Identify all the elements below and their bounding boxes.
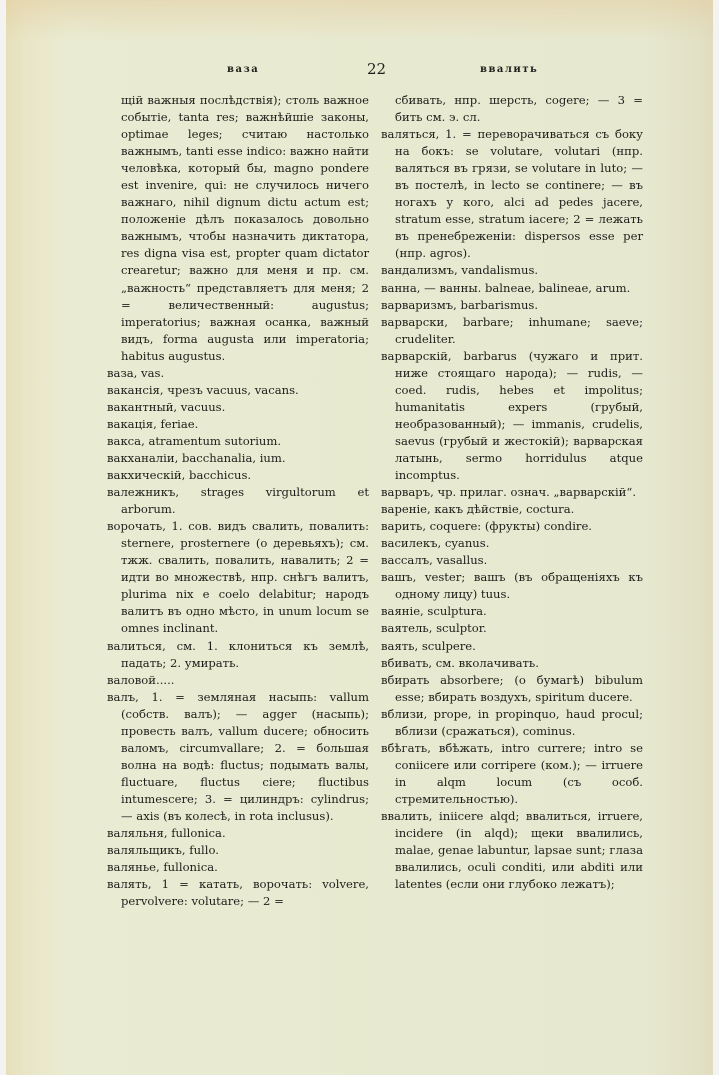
dictionary-entry: варварскій, barbarus (чужаго и прит. ниже стоящаго народа); — rudis, — coed. rudis, hebes et impolitus; humanitatis expers (грубый, необразованный); — immanis, crudelis, saevus (грубый и жестокій); варварская латынь, sermo horridulus atque incomptus. (381, 348, 643, 483)
dictionary-entry: вакація, feriae. (107, 416, 199, 431)
running-head-right: ввалить (480, 64, 539, 75)
dictionary-entry: вандализмъ, vandalismus. (381, 263, 539, 278)
dictionary-entry: валиться, см. 1. клониться къ землѣ, падать; 2. умирать. (107, 638, 369, 670)
dictionary-entry: валежникъ, strages virgultorum et arborum. (107, 485, 369, 517)
dictionary-entry: василекъ, cyanus. (381, 536, 490, 551)
dictionary-entry: ваяніе, sculptura. (381, 604, 487, 619)
dictionary-entry: вареніе, какъ дѣйствіе, coctura. (381, 502, 575, 517)
left-column (107, 92, 369, 910)
dictionary-entry: варить, coquere: (фрукты) condire. (381, 519, 592, 534)
dictionary-entry: ваза, vas. (107, 365, 165, 380)
continued-entry: щій важныя послѣдствія); столь важное событіе, tanta res; важнѣйшіе законы, optimae leges; считаю настолько важнымъ, tanti esse indico: важно найти человѣка, который бы, magno pondere est invenire, qui: не случилось ничего важнаго, nihil dignum dictu actum est; положеніе дѣлъ показалось довольно важнымъ, чтобы назначить диктатора, res digna visa est, propter quam dictator crearetur; важно для меня и пр. см. „важность“ представляетъ для меня; 2 = величественный: augustus; imperatorius; важная осанка, важный видъ, forma augusta или imperatoria; habitus augustus. (121, 93, 369, 363)
dictionary-entry: вакса, atramentum sutorium. (107, 433, 282, 448)
dictionary-entry: варварски, barbare; inhumane; saeve; crudeliter. (381, 314, 643, 346)
dictionary-entry: вбивать, см. вколачивать. (381, 655, 539, 670)
continued-entry: сбивать, нпр. шерсть, cogere; — 3 = бить см. э. сл. (395, 93, 643, 125)
dictionary-entry: валяльня, fullonica. (107, 826, 226, 841)
dictionary-entry: вакхическій, bacchicus. (107, 468, 252, 483)
page-header (6, 60, 713, 80)
dictionary-entry: вашъ, vester; вашъ (въ обращеніяхъ къ одному лицу) tuus. (381, 570, 643, 602)
dictionary-entry: валянье, fullonica. (107, 860, 218, 875)
dictionary-entry: вбирать absorbere; (о бумагѣ) bibulum esse; вбирать воздухъ, spiritum ducere. (381, 672, 643, 704)
page-edge-shade (6, 0, 713, 40)
page-number: 22 (367, 60, 387, 78)
running-head-left: ваза (227, 64, 260, 75)
dictionary-entry: ввалить, iniicere alqd; ввалиться, irruere, incidere (in alqd); щеки ввалились, malae, genae labuntur, lapsae sunt; глаза ввалились, oculi conditi, или abditi или latentes (если они глубоко лежатъ); (381, 808, 643, 892)
dictionary-entry: ваять, sculpere. (381, 638, 476, 653)
dictionary-entry: ворочать, 1. сов. видъ свалить, повалить: sternere, prosternere (о деревьяхъ); см. тжж. свалить, повалить, навалить; 2 = идти во множествѣ, нпр. снѣгъ валитъ, plurima nix e coelo delabitur; народъ валитъ въ одно мѣсто, in unum locum se omnes inclinant. (107, 519, 369, 636)
dictionary-entry: валяться, 1. = переворачиваться съ боку на бокъ: se volutare, volutari (нпр. валяться въ грязи, se volutare in luto; — въ постелѣ, in lecto se continere; — въ ногахъ у кого, alci ad pedes jacere, stratum esse, stratum iacere; 2 = лежать въ пренебреженіи: dispersos esse per (нпр. agros). (381, 127, 643, 261)
dictionary-entry: вблизи, prope, in propinquo, haud procul; вблизи (сражаться), cominus. (381, 706, 643, 738)
right-column (381, 92, 643, 893)
dictionary-entry: варваръ, чр. прилаг. означ. „варварскій“. (381, 485, 637, 500)
dictionary-entry: вакансія, чрезъ vacuus, vacans. (107, 382, 299, 397)
dictionary-entry: ваятель, sculptor. (381, 621, 487, 636)
dictionary-entry: вбѣгать, вбѣжать, intro currere; intro se coniicere или corripere (ком.); — irruere in alqm locum (съ особ. стремительностью). (381, 740, 643, 806)
dictionary-entry: валъ, 1. = земляная насыпь: vallum (собств. валъ); — agger (насыпь); провесть валъ, vallum ducere; обносить валомъ, circumvallare; 2. = большая волна на водѣ: fluctus; подымать валы, fluctuare, fluctus ciere; fluctibus intumescere; 3. = цилиндръ: cylindrus; — axis (въ колесѣ, in rota inclusus). (107, 689, 369, 823)
dictionary-entry: валять, 1 = катать, ворочать: volvere, pervolvere: volutare; — 2 = (107, 877, 369, 909)
dictionary-entry: ванна, — ванны. balneae, balineae, arum. (381, 280, 631, 295)
dictionary-entry: валовой..... (107, 672, 175, 687)
dictionary-entry: вакханаліи, bacchanalia, ium. (107, 450, 286, 465)
dictionary-entry: вакантный, vacuus. (107, 399, 226, 414)
dictionary-entry: валяльщикъ, fullo. (107, 843, 219, 858)
dictionary-page (6, 0, 713, 1075)
dictionary-entry: вассалъ, vasallus. (381, 553, 488, 568)
dictionary-entry: варваризмъ, barbarismus. (381, 297, 539, 312)
